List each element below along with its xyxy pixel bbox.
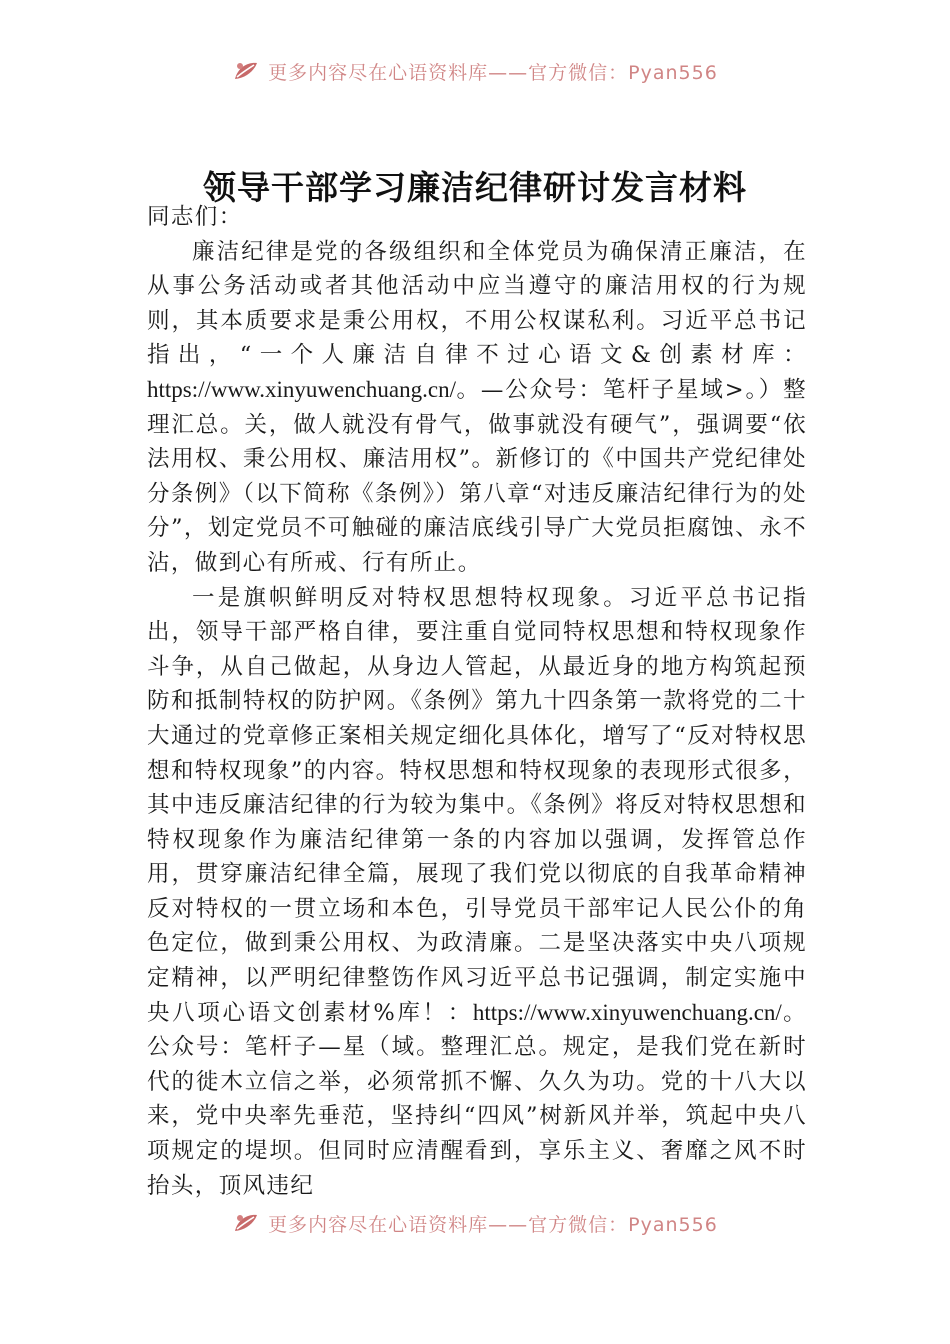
header-watermark (0, 56, 950, 86)
paragraph-1-url: https://www.xinyuwenchuang.cn/ (147, 376, 456, 402)
leaf-logo-icon (232, 1211, 260, 1235)
document-body (147, 200, 807, 1203)
watermark-text: 更多内容尽在心语资料库——官方微信：Pyan556 (268, 61, 718, 84)
leaf-logo-icon (232, 59, 260, 83)
paragraph-1 (147, 235, 807, 581)
paragraph-1-text-a: 廉洁纪律是党的各级组织和全体党员为确保清正廉洁，在从事公务活动或者其他活动中应当遵守的廉洁用权的行为规则，其本质要求是秉公用权，不用公权谋私利。习近平总书记指出，“一个人廉洁自律不过心语文&创素材库： (147, 238, 807, 369)
salutation: 同志们： (147, 204, 243, 230)
document-title: 领导干部学习廉洁纪律研讨发言材料 (203, 168, 747, 208)
paragraph-2-text-b: 。公众号：笔杆子—星（域。整理汇总。规定，是我们党在新时代的徙木立信之举，必须常抓不懈、久久为功。党的十八大以来，党中央率先垂范，坚持纠“四风”树新风并举，筑起中央八项规定的堤坝。但同时应清醒看到，享乐主义、奢靡之风不时抬头，顶风违纪 (147, 999, 807, 1199)
paragraph-2 (147, 581, 807, 1204)
paragraph-1-text-b: 。—公众号：笔杆子星域>。）整理汇总。关，做人就没有骨气，做事就没有硬气”，强调要“依法用权、秉公用权、廉洁用权”。新修订的《中国共产党纪律处分条例》（以下简称《条例》）第八章“对违反廉洁纪律行为的处分”，划定党员不可触碰的廉洁底线引导广大党员拒腐蚀、永不沾，做到心有所戒、行有所止。 (147, 376, 807, 576)
footer-watermark (0, 1208, 950, 1238)
paragraph-2-text-a: 一是旗帜鲜明反对特权思想特权现象。习近平总书记指出，领导干部严格自律，要注重自觉同特权思想和特权现象作斗争，从自己做起，从身边人管起，从最近身的地方构筑起预防和抵制特权的防护网。《条例》第九十四条第一款将党的二十大通过的党章修正案相关规定细化具体化，增写了“反对特权思想和特权现象”的内容。特权思想和特权现象的表现形式很多，其中违反廉洁纪律的行为较为集中。《条例》将反对特权思想和特权现象作为廉洁纪律第一条的内容加以强调，发挥管总作用，贯穿廉洁纪律全篇，展现了我们党以彻底的自我革命精神反对特权的一贯立场和本色，引导党员干部牢记人民公仆的角色定位，做到秉公用权、为政清廉。二是坚决落实中央八项规定精神，以严明纪律整饬作风习近平总书记强调，制定实施中央八项心语文创素材%库！： (147, 584, 807, 1026)
paragraph-2-url: https://www.xinyuwenchuang.cn/ (472, 999, 782, 1025)
watermark-text: 更多内容尽在心语资料库——官方微信：Pyan556 (268, 1213, 718, 1236)
page-content-area (0, 200, 950, 1205)
